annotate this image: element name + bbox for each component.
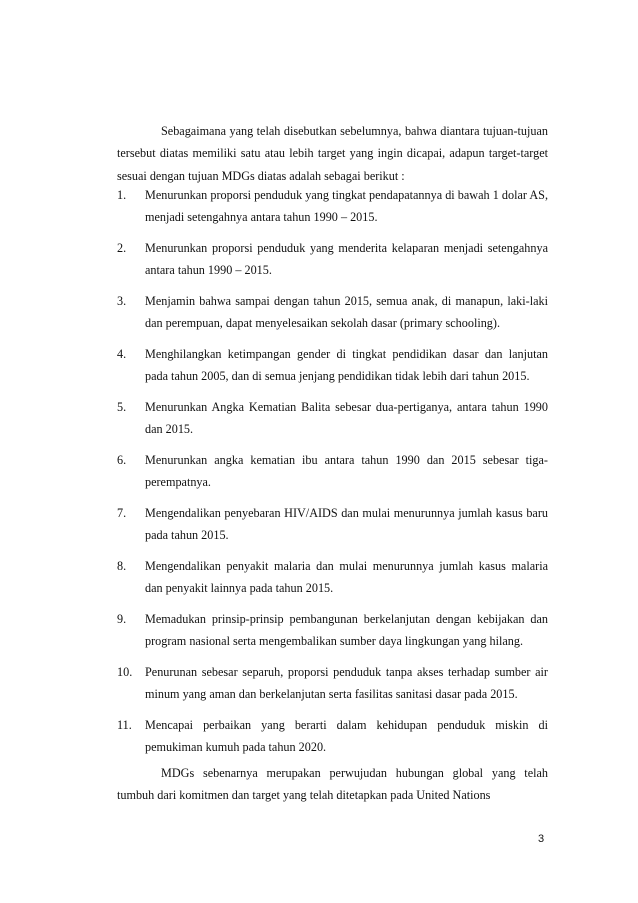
list-item-number: 5. <box>117 400 127 414</box>
list-item <box>117 555 548 600</box>
closing-paragraph-text: MDGs sebenarnya merupakan perwujudan hubungan global yang telah tumbuh dari komitmen dan target yang telah ditetapkan pada United Nations <box>117 766 548 803</box>
list-item-text: Mengendalikan penyakit malaria dan mulai menurunnya jumlah kasus malaria dan penyakit lainnya pada tahun 2015. <box>145 559 548 596</box>
list-item <box>117 502 548 547</box>
list-item-text: Mencapai perbaikan yang berarti dalam kehidupan penduduk miskin di pemukiman kumuh pada tahun 2020. <box>145 718 548 755</box>
list-item-number: 1. <box>117 188 127 202</box>
intro-paragraph-text: Sebagaimana yang telah disebutkan sebelumnya, bahwa diantara tujuan-tujuan tersebut diatas memiliki satu atau lebih target yang ingin dicapai, adapun target-target sesuai dengan tujuan MDGs diatas adalah sebagai berikut : <box>117 124 548 183</box>
list-item <box>117 661 548 706</box>
closing-paragraph <box>117 762 548 807</box>
list-item-text: Menjamin bahwa sampai dengan tahun 2015, semua anak, di manapun, laki-laki dan perempuan, dapat menyelesaikan sekolah dasar (primary schooling). <box>145 294 548 331</box>
page-number: 3 <box>538 833 545 845</box>
list-item-text: Penurunan sebesar separuh, proporsi penduduk tanpa akses terhadap sumber air minum yang aman dan berkelanjutan serta fasilitas sanitasi dasar pada 2015. <box>145 665 548 702</box>
list-item <box>117 343 548 388</box>
list-item-text: Memadukan prinsip-prinsip pembangunan berkelanjutan dengan kebijakan dan program nasional serta mengembalikan sumber daya lingkungan yang hilang. <box>145 612 548 649</box>
list-item-number: 6. <box>117 453 127 467</box>
list-item-number: 10. <box>117 665 133 679</box>
intro-paragraph <box>117 120 548 187</box>
list-item-number: 4. <box>117 347 127 361</box>
list-item-number: 8. <box>117 559 127 573</box>
list-item-number: 2. <box>117 241 127 255</box>
list-item-text: Menurunkan angka kematian ibu antara tahun 1990 dan 2015 sebesar tiga-perempatnya. <box>145 453 548 490</box>
mdg-targets-list <box>117 184 548 767</box>
list-item <box>117 449 548 494</box>
list-item <box>117 608 548 653</box>
list-item-number: 11. <box>117 718 132 732</box>
list-item <box>117 396 548 441</box>
list-item-number: 7. <box>117 506 127 520</box>
list-item-text: Menurunkan proporsi penduduk yang menderita kelaparan menjadi setengahnya antara tahun 1990 – 2015. <box>145 241 548 278</box>
list-item <box>117 290 548 335</box>
list-item-text: Mengendalikan penyebaran HIV/AIDS dan mulai menurunnya jumlah kasus baru pada tahun 2015. <box>145 506 548 543</box>
list-item <box>117 184 548 229</box>
list-item-text: Menurunkan Angka Kematian Balita sebesar dua-pertiganya, antara tahun 1990 dan 2015. <box>145 400 548 437</box>
list-item-number: 3. <box>117 294 127 308</box>
list-item <box>117 714 548 759</box>
list-item-text: Menurunkan proporsi penduduk yang tingkat pendapatannya di bawah 1 dolar AS, menjadi setengahnya antara tahun 1990 – 2015. <box>145 188 548 225</box>
list-item-number: 9. <box>117 612 127 626</box>
list-item <box>117 237 548 282</box>
list-item-text: Menghilangkan ketimpangan gender di tingkat pendidikan dasar dan lanjutan pada tahun 2005, dan di semua jenjang pendidikan tidak lebih dari tahun 2015. <box>145 347 548 384</box>
